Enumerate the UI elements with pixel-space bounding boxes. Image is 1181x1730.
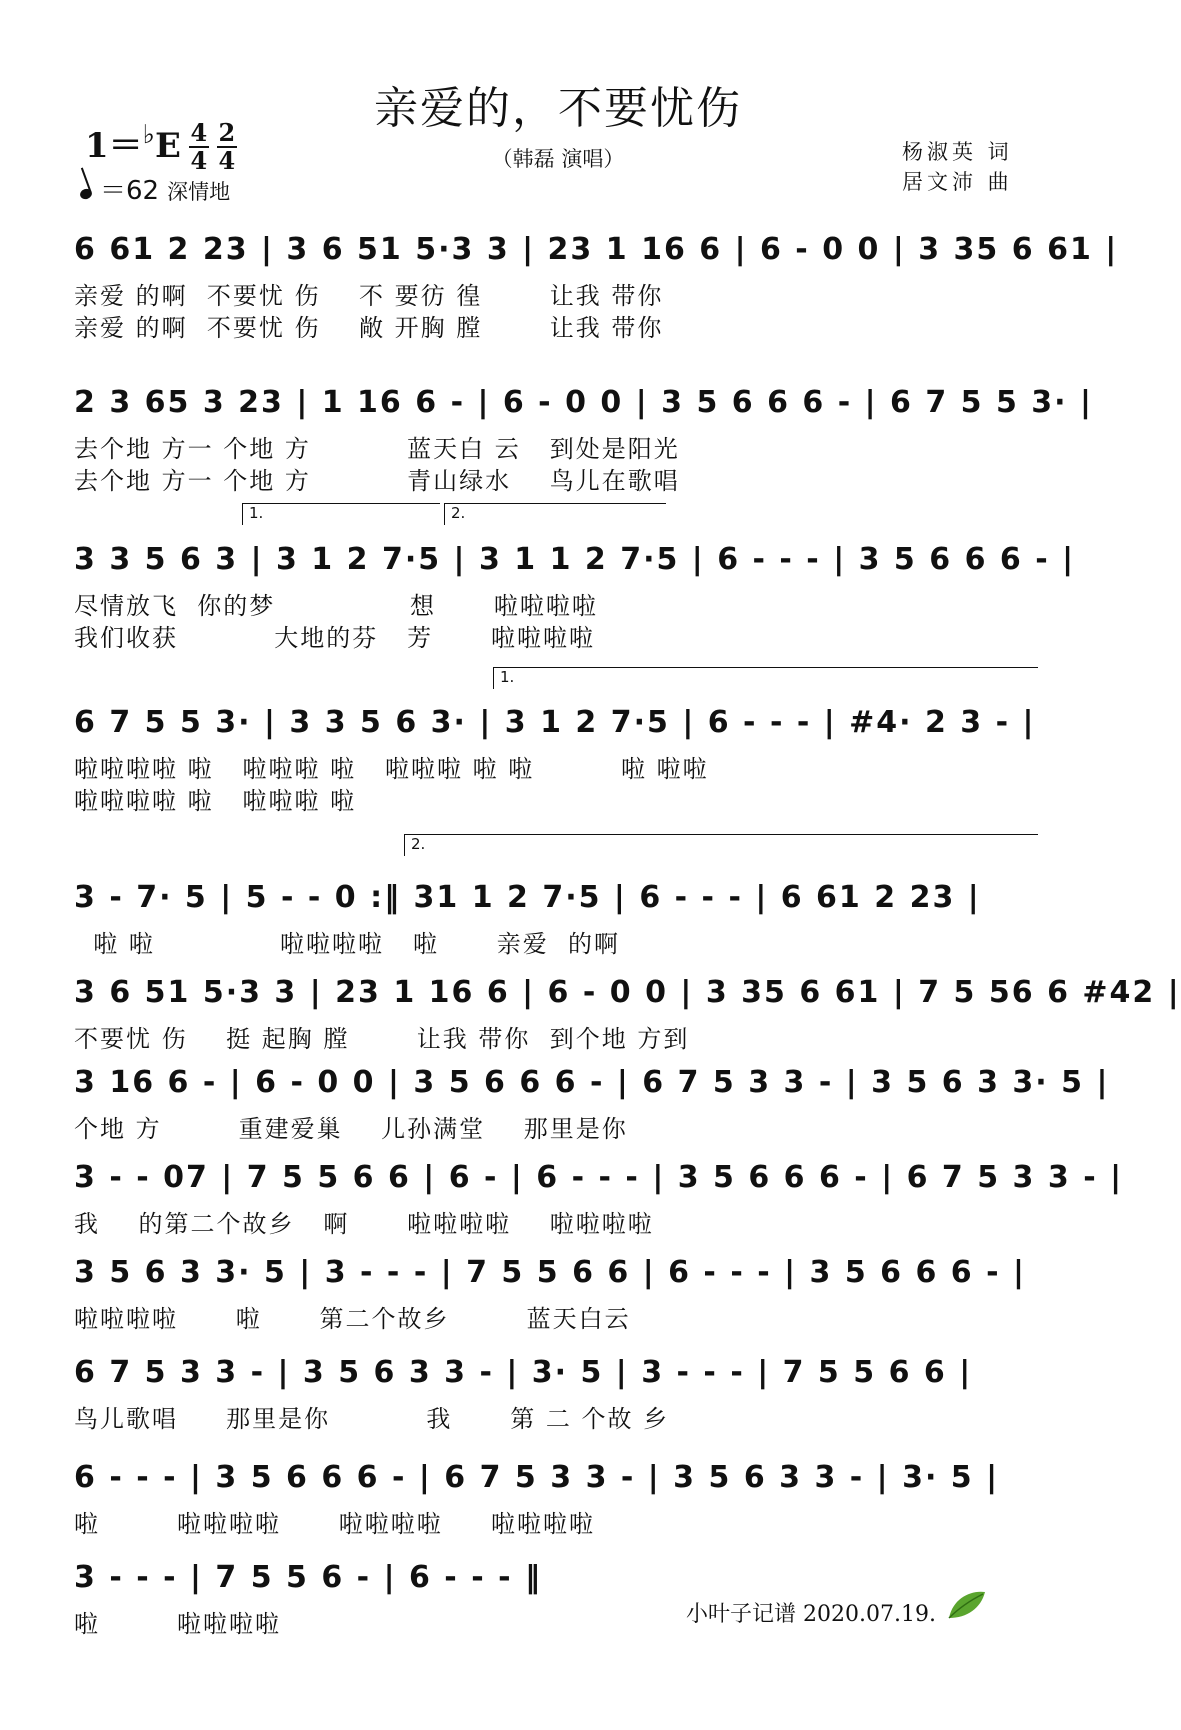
key-note: E: [154, 126, 181, 166]
lyric-line-11-verse-1: 啦 啦啦啦啦 啦啦啦啦 啦啦啦啦: [74, 1510, 595, 1538]
lyric-line-5-verse-1: 啦 啦 啦啦啦啦 啦 亲爱 的啊: [74, 930, 620, 958]
notation-line-2: 2 3 65 3 23 | 1 16 6 - | 6 - 0 0 | 3 5 6 6 6 - | 6 7 5 5 3· |: [74, 385, 1093, 420]
lyric-line-1-verse-1: 亲爱 的啊 不要忧 伤 不 要彷 徨 让我 带你: [74, 282, 664, 310]
flat-symbol: ♭: [142, 120, 155, 150]
tempo-marking: [80, 170, 230, 207]
notation-line-6: 3 6 51 5·3 3 | 23 1 16 6 | 6 - 0 0 | 3 35 6 61 | 7 5 56 6 #42 |: [74, 975, 1181, 1010]
lyric-line-4-verse-1: 啦啦啦啦 啦 啦啦啦 啦 啦啦啦 啦 啦 啦 啦啦: [74, 755, 709, 783]
lyric-line-3-verse-2: 我们收获 大地的芬 芳 啦啦啦啦: [74, 624, 595, 652]
lyric-line-2-verse-2: 去个地 方一 个地 方 青山绿水 鸟儿在歌唱: [74, 467, 680, 495]
key-prefix: 1＝: [85, 126, 143, 166]
time-signature-4-4: $\frac{4}{4}$: [190, 118, 208, 175]
notation-line-10: 6 7 5 3 3 - | 3 5 6 3 3 - | 3· 5 | 3 - - - | 7 5 5 6 6 |: [74, 1355, 973, 1390]
lyric-line-12-verse-1: 啦 啦啦啦啦: [74, 1610, 282, 1638]
lyric-line-10-verse-1: 鸟儿歌唱 那里是你 我 第 二 个故 乡: [74, 1405, 670, 1433]
volta-2-second: 2.: [404, 834, 1038, 856]
notation-line-1: 6 61 2 23 | 3 6 51 5·3 3 | 23 1 16 6 | 6 - 0 0 | 3 35 6 61 |: [74, 232, 1119, 267]
lyric-line-8-verse-1: 我 的第二个故乡 啊 啦啦啦啦 啦啦啦啦: [74, 1210, 654, 1238]
key-signature: [85, 118, 237, 173]
quarter-note-icon: [79, 187, 94, 201]
notation-line-11: 6 - - - | 3 5 6 6 6 - | 6 7 5 3 3 - | 3 5 6 3 3 - | 3· 5 |: [74, 1460, 1000, 1495]
notation-line-12: 3 - - - | 7 5 5 6 - | 6 - - - ‖: [74, 1560, 542, 1595]
notation-line-5: 3 - 7· 5 | 5 - - 0 :‖ 31 1 2 7·5 | 6 - - - | 6 61 2 23 |: [74, 880, 981, 915]
lyric-line-1-verse-2: 亲爱 的啊 不要忧 伤 敞 开胸 膛 让我 带你: [74, 314, 664, 342]
volta-1: 1.: [242, 503, 440, 525]
composer-credit: 居文沛 曲: [902, 170, 1013, 194]
singer-credit: （韩磊 演唱）: [491, 147, 625, 171]
lyricist-credit: 杨淑英 词: [902, 140, 1013, 164]
tempo-style: 深情地: [167, 180, 231, 204]
time-signature-2-4: $\frac{2}{4}$: [218, 118, 236, 175]
notation-line-8: 3 - - 07 | 7 5 5 6 6 | 6 - | 6 - - - | 3 5 6 6 6 - | 6 7 5 3 3 - |: [74, 1160, 1124, 1195]
lyric-line-6-verse-1: 不要忧 伤 挺 起胸 膛 让我 带你 到个地 方到: [74, 1025, 690, 1053]
notation-line-9: 3 5 6 3 3· 5 | 3 - - - | 7 5 5 6 6 | 6 - - - | 3 5 6 6 6 - |: [74, 1255, 1026, 1290]
volta-1-second: 1.: [493, 667, 1038, 689]
notation-line-4: 6 7 5 5 3· | 3 3 5 6 3· | 3 1 2 7·5 | 6 - - - | #4· 2 3 - |: [74, 705, 1036, 740]
tempo-value: ＝62: [100, 176, 160, 206]
notation-line-7: 3 16 6 - | 6 - 0 0 | 3 5 6 6 6 - | 6 7 5 3 3 - | 3 5 6 3 3· 5 |: [74, 1065, 1110, 1100]
lyric-line-9-verse-1: 啦啦啦啦 啦 第二个故乡 蓝天白云: [74, 1305, 631, 1333]
lyric-line-2-verse-1: 去个地 方一 个地 方 蓝天白 云 到处是阳光: [74, 435, 680, 463]
transcriber-credit: 小叶子记谱 2020.07.19.: [686, 1602, 936, 1627]
lyric-line-4-verse-2: 啦啦啦啦 啦 啦啦啦 啦: [74, 787, 357, 815]
volta-2: 2.: [444, 503, 666, 525]
leaf-icon: [945, 1588, 989, 1622]
lyric-line-3-verse-1: 尽情放飞 你的梦 想 啦啦啦啦: [74, 592, 598, 620]
page-title: 亲爱的，不要忧伤: [374, 83, 742, 134]
notation-line-3: 3 3 5 6 3 | 3 1 2 7·5 | 3 1 1 2 7·5 | 6 - - - | 3 5 6 6 6 - |: [74, 542, 1076, 577]
lyric-line-7-verse-1: 个地 方 重建爱巢 儿孙满堂 那里是你: [74, 1115, 628, 1143]
